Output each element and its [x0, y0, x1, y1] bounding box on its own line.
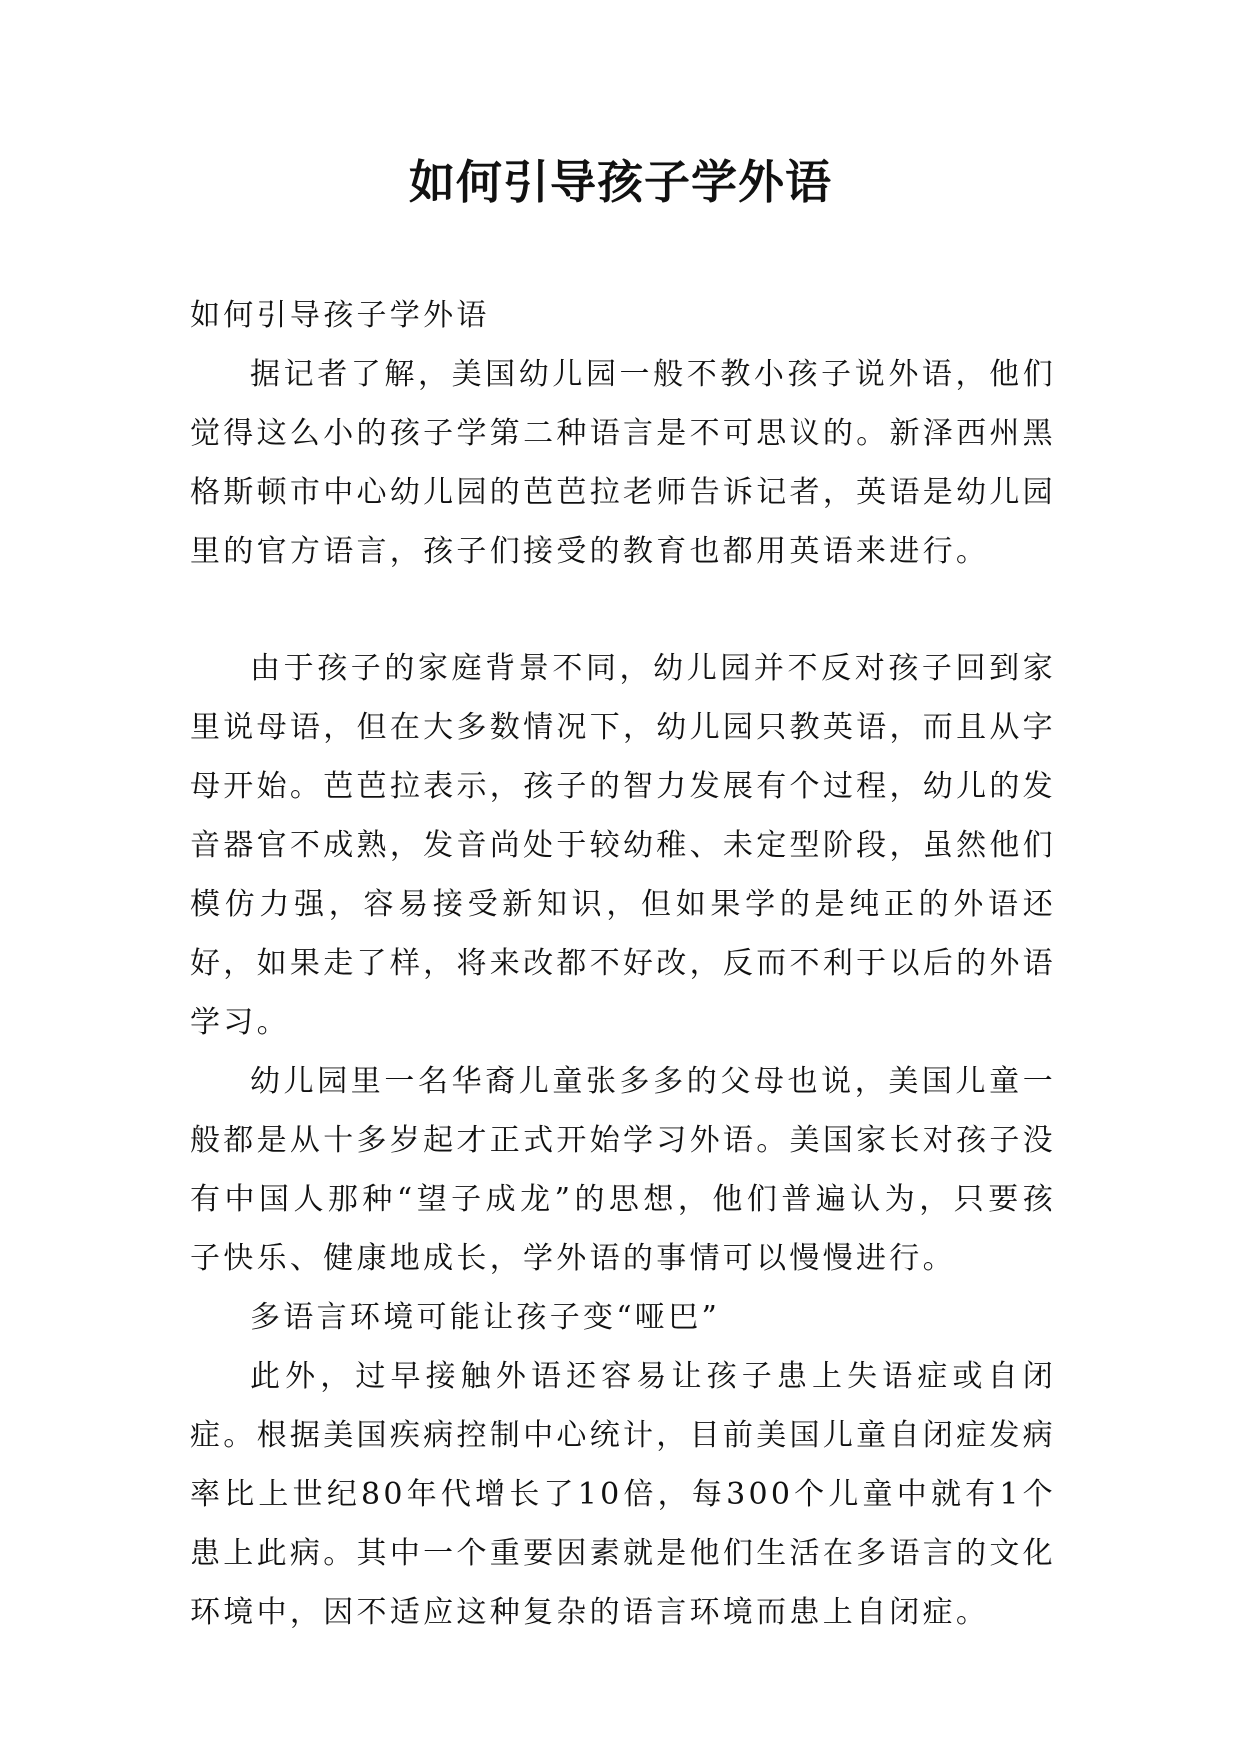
- body-paragraph: 据记者了解，美国幼儿园一般不教小孩子说外语，他们觉得这么小的孩子学第二种语言是不可思议的。新泽西州黑格斯顿市中心幼儿园的芭芭拉老师告诉记者，英语是幼儿园里的官方语言，孩子们接受的教育也都用英语来进行。: [190, 357, 1056, 569]
- document-body: [190, 286, 1056, 1642]
- body-paragraph: 此外，过早接触外语还容易让孩子患上失语症或自闭症。根据美国疾病控制中心统计，目前美国儿童自闭症发病率比上世纪80年代增长了10倍，每300个儿童中就有1个患上此病。其中一个重要因素就是他们生活在多语言的文化环境中，因不适应这种复杂的语言环境而患上自闭症。: [190, 1359, 1056, 1630]
- body-paragraph: 幼儿园里一名华裔儿童张多多的父母也说，美国儿童一般都是从十多岁起才正式开始学习外语。美国家长对孩子没有中国人那种“望子成龙”的思想，他们普遍认为，只要孩子快乐、健康地成长，学外语的事情可以慢慢进行。: [190, 1064, 1056, 1276]
- document-title: 如何引导孩子学外语: [409, 155, 832, 209]
- body-paragraph: 由于孩子的家庭背景不同，幼儿园并不反对孩子回到家里说母语，但在大多数情况下，幼儿园只教英语，而且从字母开始。芭芭拉表示，孩子的智力发展有个过程，幼儿的发音器官不成熟，发音尚处于较幼稚、未定型阶段，虽然他们模仿力强，容易接受新知识，但如果学的是纯正的外语还好，如果走了样，将来改都不好改，反而不利于以后的外语学习。: [190, 651, 1056, 1040]
- subtitle-paragraph: 如何引导孩子学外语: [190, 298, 490, 333]
- section-heading: 多语言环境可能让孩子变“哑巴”: [250, 1300, 721, 1335]
